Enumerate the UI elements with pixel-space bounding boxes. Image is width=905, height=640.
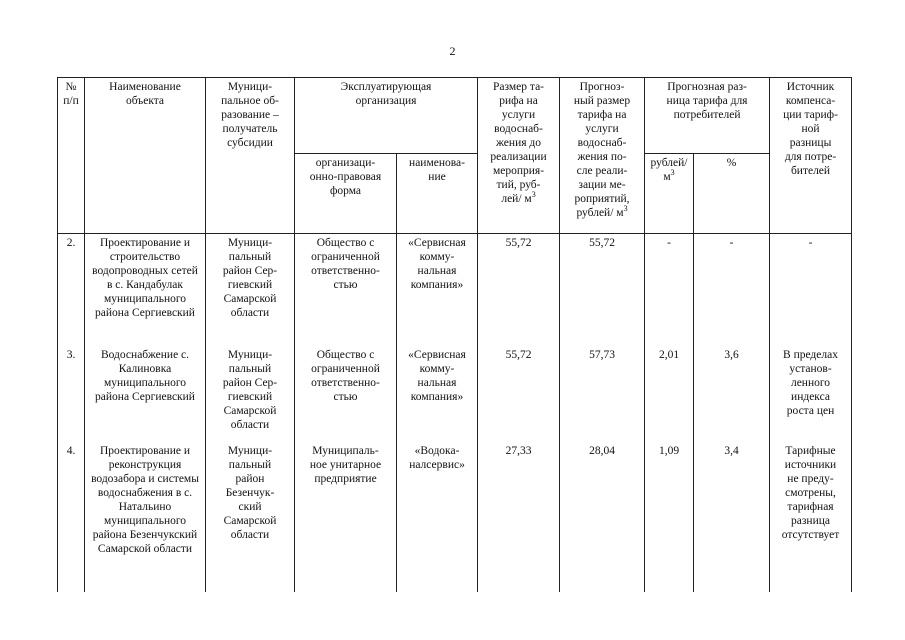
table-header (58, 78, 852, 234)
row-name: Водоснабжение с. Калиновка муниципального района Сергиевский (85, 346, 206, 442)
row-source: Тарифные источники не преду- смотрены, тарифная разница отсутствует (770, 442, 852, 592)
row-name: Проектирование и строительство водопроводных сетей в с. Кандабулак муниципального района Сергиевский (85, 234, 206, 346)
row-municipality: Муници- пальный район Сер- гиевский Самарской области (206, 346, 295, 442)
table-row (58, 234, 852, 346)
row-name: Проектирование и реконструкция водозабора и системы водоснабжения в с. Натальино муниципального района Безенчукский Самарской области (85, 442, 206, 592)
row-operator-form: Общество с ограниченной ответственно- стью (295, 346, 397, 442)
header-tariff-before: Размер та- рифа на услуги водоснаб- жения до реализации мероприя- тий, руб- лей/ $м^3$ (478, 78, 560, 234)
row-operator-form: Общество с ограниченной ответственно- стью (295, 234, 397, 346)
superscript: 3 (623, 204, 628, 214)
row-operator-name: «Сервисная комму- нальная компания» (397, 346, 478, 442)
row-tariff-after: 28,04 (560, 442, 645, 592)
row-tariff-after: 57,73 (560, 346, 645, 442)
row-municipality: Муници- пальный район Сер- гиевский Самарской области (206, 234, 295, 346)
header-difference: Прогнозная раз- ница тарифа для потребителей (645, 78, 770, 154)
row-diff-pct: - (694, 234, 770, 346)
row-diff-rub: 1,09 (645, 442, 694, 592)
row-tariff-after: 55,72 (560, 234, 645, 346)
row-diff-rub: - (645, 234, 694, 346)
header-num: № п/п (58, 78, 85, 234)
row-source: В пределах установ- ленного индекса роста цен (770, 346, 852, 442)
header-operator: Эксплуатирующая организация (295, 78, 478, 154)
row-municipality: Муници- пальный район Безенчук- ский Самарской области (206, 442, 295, 592)
table-row (58, 346, 852, 442)
page-number: 2 (449, 44, 456, 58)
row-tariff-before: 27,33 (478, 442, 560, 592)
superscript: 3 (670, 168, 675, 178)
header-diff-pct: % (694, 154, 770, 234)
header-tariff-after: Прогноз- ный размер тарифа на услуги водоснаб- жения по- сле реали- зации ме- роприятий, рублей/ $м^3$ (560, 78, 645, 234)
row-source: - (770, 234, 852, 346)
header-name: Наименование объекта (85, 78, 206, 234)
header-source: Источник компенса- ции тариф- ной разницы для потре- бителей (770, 78, 852, 234)
row-diff-pct: 3,6 (694, 346, 770, 442)
row-operator-name: «Сервисная комму- нальная компания» (397, 234, 478, 346)
row-num: 2. (58, 234, 85, 346)
header-diff-rub: рублей/ $м^3$ (645, 154, 694, 234)
table-body (58, 234, 852, 592)
tariff-table (57, 77, 852, 592)
header-operator-form: организаци- онно-правовая форма (295, 154, 397, 234)
row-num: 3. (58, 346, 85, 442)
row-num: 4. (58, 442, 85, 592)
row-diff-pct: 3,4 (694, 442, 770, 592)
row-operator-name: «Водока- налсервис» (397, 442, 478, 592)
row-operator-form: Муниципаль- ное унитарное предприятие (295, 442, 397, 592)
header-operator-name: наименова- ние (397, 154, 478, 234)
row-tariff-before: 55,72 (478, 234, 560, 346)
table-row (58, 442, 852, 592)
row-tariff-before: 55,72 (478, 346, 560, 442)
row-diff-rub: 2,01 (645, 346, 694, 442)
superscript: 3 (531, 190, 536, 200)
header-municipality: Муници- пальное об- разование – получатель субсидии (206, 78, 295, 234)
